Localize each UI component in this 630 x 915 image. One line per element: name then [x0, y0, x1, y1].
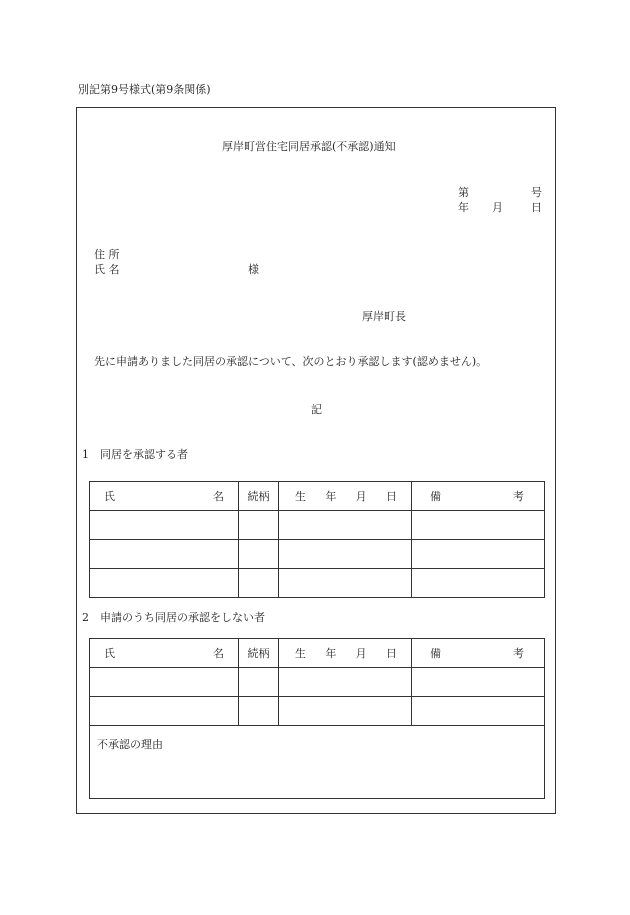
cell-remarks[interactable] [412, 668, 545, 697]
cell-birthdate[interactable] [279, 511, 412, 540]
date-day: 日 [531, 201, 542, 214]
header-name-b: 名 [213, 490, 224, 503]
doc-number-suffix: 号 [531, 186, 542, 199]
header-birthdate [279, 482, 412, 511]
approved-persons-table [89, 481, 545, 598]
cell-name[interactable] [90, 668, 239, 697]
cell-remarks[interactable] [412, 697, 545, 726]
cell-name[interactable] [90, 569, 239, 598]
cell-birthdate[interactable] [279, 569, 412, 598]
table-row [90, 668, 545, 697]
table-row [90, 697, 545, 726]
header-birth-3: 日 [385, 490, 397, 503]
header-remarks-b: 考 [513, 647, 524, 660]
header-name-b: 名 [213, 647, 224, 660]
table-row [90, 511, 545, 540]
cell-name[interactable] [90, 697, 239, 726]
header-name-a: 氏 [104, 647, 115, 660]
cell-relation[interactable] [239, 511, 279, 540]
cell-birthdate[interactable] [279, 540, 412, 569]
header-remarks-b: 考 [513, 490, 524, 503]
ki-heading: 記 [311, 403, 322, 416]
header-remarks [412, 482, 545, 511]
body-text: 先に申請ありました同居の承認について、次のとおり承認します(認めません)。 [94, 355, 488, 368]
header-birth-1: 年 [325, 647, 337, 660]
form-label: 別記第9号様式(第9条関係) [78, 83, 211, 96]
cell-remarks[interactable] [412, 511, 545, 540]
name-label: 氏 名 [94, 263, 120, 276]
cell-relation[interactable] [239, 697, 279, 726]
address-label: 住 所 [94, 248, 120, 261]
header-birth-0: 生 [295, 490, 306, 503]
cell-relation[interactable] [239, 569, 279, 598]
cell-name[interactable] [90, 540, 239, 569]
table-header-row [90, 639, 545, 668]
table-row [90, 540, 545, 569]
header-relation: 続柄 [239, 639, 279, 668]
cell-birthdate[interactable] [279, 668, 412, 697]
header-birth-2: 月 [355, 490, 367, 503]
cell-name[interactable] [90, 511, 239, 540]
table-header-row [90, 482, 545, 511]
header-birthdate [279, 639, 412, 668]
cell-relation[interactable] [239, 540, 279, 569]
header-relation: 続柄 [239, 482, 279, 511]
date-year: 年 [458, 201, 469, 214]
header-name-a: 氏 [104, 490, 115, 503]
header-remarks [412, 639, 545, 668]
document-title: 厚岸町営住宅同居承認(不承認)通知 [222, 140, 396, 153]
cell-birthdate[interactable] [279, 697, 412, 726]
cell-remarks[interactable] [412, 540, 545, 569]
issuer-name: 厚岸町長 [362, 310, 406, 323]
header-name [90, 482, 239, 511]
header-birth-2: 月 [355, 647, 367, 660]
doc-number-prefix: 第 [458, 186, 469, 199]
header-name [90, 639, 239, 668]
header-birth-1: 年 [325, 490, 337, 503]
header-birth-0: 生 [295, 647, 306, 660]
honorific: 様 [248, 263, 259, 276]
date-month: 月 [492, 201, 503, 214]
rejected-persons-table [89, 638, 545, 799]
header-remarks-a: 備 [430, 647, 441, 660]
header-remarks-a: 備 [430, 490, 441, 503]
cell-relation[interactable] [239, 668, 279, 697]
reason-cell[interactable] [90, 726, 545, 799]
table-row [90, 569, 545, 598]
reason-label: 不承認の理由 [97, 738, 163, 751]
section1-heading: 1 同居を承認する者 [82, 448, 188, 461]
reason-row [90, 726, 545, 799]
header-birth-3: 日 [385, 647, 397, 660]
section2-heading: 2 申請のうち同居の承認をしない者 [82, 611, 265, 624]
cell-remarks[interactable] [412, 569, 545, 598]
